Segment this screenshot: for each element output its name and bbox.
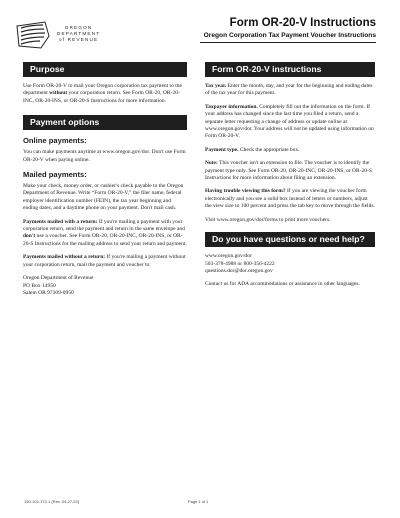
trouble-viewing-body: If you are viewing the voucher form electronically and you see a solid box instead of letters or numbers, adjust the view size to 100 percent and press the tab key to move through the fields. <box>205 188 375 210</box>
tax-year-text <box>205 83 375 98</box>
payment-options-heading: Payment options <box>23 115 187 130</box>
mailing-address <box>23 275 187 297</box>
with-return-label: Payments mailed with a return: <box>23 218 98 225</box>
contact-info <box>205 253 375 275</box>
purpose-text-b: your corporation return. See Form OR-20, OR-20-INC, OR-20-INS, or OR-20-S Instructions for more information. <box>23 90 180 104</box>
form-title: Form OR-20-V Instructions <box>229 17 376 29</box>
form-subtitle: Oregon Corporation Tax Payment Voucher Instructions <box>203 32 376 39</box>
mailed-payments-text: Make your check, money order, or cashier's check payable to the Oregon Department of Revenue. Write “Form OR-20-V,” the filer name, federal employer identification number (FEIN), the tax year beginning and ending dates, and a daytime phone on your payment. Don't mail cash. <box>23 183 184 212</box>
trouble-viewing-label: Having trouble viewing this form? <box>205 188 286 195</box>
taxpayer-info-text <box>205 104 375 141</box>
oregon-logo-icon <box>15 20 53 50</box>
payment-type-body: Check the appropriate box. <box>238 146 300 153</box>
contact-phone: 503-378-4988 or 800-356-4222 <box>205 260 275 267</box>
with-return-text <box>23 219 187 249</box>
online-payments-heading: Online payments: <box>23 136 87 146</box>
contact-email: questions.dor@dor.oregon.gov <box>205 267 273 274</box>
visit-text: Visit www.oregon.gov/dor/forms to print more vouchers. <box>205 216 331 223</box>
questions-heading: Do you have questions or need help? <box>205 232 375 247</box>
without-return-text <box>23 254 187 269</box>
ada-text: Contact us for ADA accommodations or assistance in other languages. <box>205 281 360 288</box>
tax-year-label: Tax year. <box>205 83 227 89</box>
logo-line-1: OREGON <box>64 25 93 30</box>
agency-logo <box>15 20 115 50</box>
address-line-2: PO Box 14950 <box>23 282 56 289</box>
purpose-text <box>23 83 187 105</box>
right-column <box>205 62 375 295</box>
logo-wordmark <box>57 25 100 43</box>
trouble-viewing-text <box>205 188 375 210</box>
purpose-text-a: Use Form OR-20-V to mail your Oregon corporation tax payment to the department <box>23 83 182 97</box>
payment-type-text <box>205 147 375 154</box>
instructions-heading: Form OR-20-V instructions <box>205 62 375 77</box>
online-payments-text: You can make payments anytime at www.oregon.gov/dor. Don't use Form OR-20-V when paying online. <box>23 149 186 163</box>
address-line-3: Salem OR 97309-0950 <box>23 289 74 296</box>
form-number: 150-102-172-1 (Rev. 04-27-23) <box>24 499 80 504</box>
note-body: This voucher isn't an extension to file. The voucher is to identify the payment type only. See Form OR-20, OR-20-INC, OR-20-INS, or OR-20-S Instructions for more information about filing an extension. <box>205 160 372 182</box>
payment-type-label: Payment type. <box>205 146 239 153</box>
taxpayer-info-label: Taxpayer information. <box>205 103 258 110</box>
taxpayer-info-body: Completely fill out the information on the form. If your address has changed since the last time you filed a return, send a separate letter requesting a change of address or update online at www.oregon.gov/dor. Your address will not be updated using information on Form OR-20-V. <box>205 103 374 140</box>
with-return-text-a: If you're mailing a payment with your corporation return, send the payment and return in the same envelope and <box>23 218 185 233</box>
header-divider <box>200 42 376 43</box>
logo-line-3: of REVENUE <box>58 37 99 42</box>
address-line-1: Oregon Department of Revenue <box>23 275 94 282</box>
contact-website: www.oregon.gov/dor <box>205 253 252 260</box>
page-number: Page 1 of 1 <box>188 499 209 504</box>
without-return-body: If you're mailing a payment without your corporation return, mail the payment and voucher to: <box>23 254 186 268</box>
with-return-text-b: use a voucher. See Form OR-20, OR-20-INC, OR-20-INS, or OR-20-S Instructions for the mailing address to send your return and payment. <box>23 233 187 247</box>
logo-line-2: DEPARTMENT <box>57 31 101 36</box>
mailed-payments-heading: Mailed payments: <box>23 170 87 180</box>
without-return-label: Payments mailed without a return: <box>23 254 106 261</box>
purpose-text-bold: without <box>49 90 68 97</box>
with-return-dont: don't <box>23 233 36 240</box>
tax-year-body: Enter the month, day, and year for the beginning and ending dates of the tax year for this payment. <box>205 83 373 97</box>
purpose-heading: Purpose <box>23 62 187 77</box>
left-column <box>23 62 187 297</box>
note-text <box>205 160 375 182</box>
note-label: Note: <box>205 160 218 167</box>
